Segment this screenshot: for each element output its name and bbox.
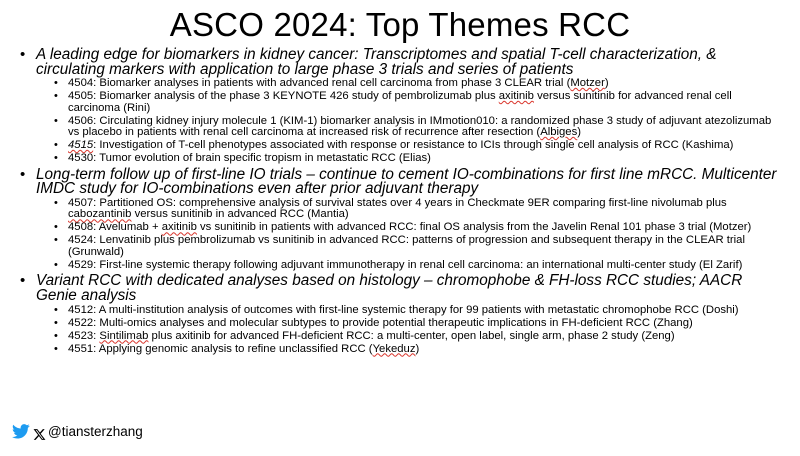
bullet: • [54, 152, 58, 165]
underlined-term: Sintilimab [99, 329, 149, 342]
underlined-term: axitinib [498, 90, 534, 103]
list-item [54, 305, 780, 317]
item-text: ) [604, 77, 609, 90]
underlined-term: 4515 [68, 139, 94, 152]
twitter-handle[interactable]: @tiansterzhang [48, 424, 143, 439]
bullet: • [20, 165, 26, 183]
slide-content [0, 48, 800, 355]
underlined-term: axitinib [161, 221, 197, 234]
list-item [54, 140, 780, 152]
bullet: • [54, 342, 58, 355]
item-list [20, 305, 780, 356]
twitter-bird-icon [12, 424, 30, 439]
bullet: • [54, 221, 58, 234]
item-text: ) [577, 126, 582, 139]
item-text: plus axitinib for advanced FH-deficient RCC: a multi-center, open label, single arm, phase 2 study (Zeng) [148, 329, 675, 342]
item-text: 4512: A multi-institution analysis of outcomes with first-line systemic therapy for 99 patients with metastatic chromophobe RCC (Doshi) [68, 303, 739, 316]
item-text: versus sunitinib in advanced RCC (Mantia) [131, 208, 349, 221]
item-text: 4524: Lenvatinib plus pembrolizumab vs sunitinib in advanced RCC: patterns of progression and subsequent therapy in the CLEAR trial (Grunwald) [68, 234, 745, 258]
section-heading-text: Variant RCC with dedicated analyses based on histology – chromophobe & FH-loss RCC studies; AACR Genie analysis [36, 272, 743, 304]
item-text: 4529: First-line systemic therapy following adjuvant immunotherapy in renal cell carcinoma: an international multi-center study (El Zarif) [68, 258, 743, 271]
list-item [54, 235, 780, 258]
item-list [20, 198, 780, 272]
list-item [54, 78, 780, 90]
bullet: • [54, 329, 58, 342]
item-text: 4504: Biomarker analyses in patients with advanced renal cell carcinoma from phase 3 CLEAR trial ( [68, 77, 571, 90]
list-item [54, 91, 780, 114]
item-text: 4522: Multi-omics analyses and molecular subtypes to provide potential therapeutic implications in FH-deficient RCC (Zhang) [68, 316, 693, 329]
underlined-term: cabozantinib [68, 208, 132, 221]
bullet: • [54, 139, 58, 152]
section-heading-text: A leading edge for biomarkers in kidney cancer: Transcriptomes and spatial T-cell characterization, & circulating markers with application to large phase 3 trials and series of patients [36, 46, 717, 78]
item-text: ) [415, 342, 420, 355]
list-item [54, 116, 780, 139]
item-text: 4551: Applying genomic analysis to refine unclassified RCC ( [68, 342, 373, 355]
list-item [54, 344, 780, 356]
list-item [54, 153, 780, 165]
page-title: ASCO 2024: Top Themes RCC [169, 6, 631, 43]
section-variant-rcc [20, 274, 780, 355]
list-item [54, 198, 780, 221]
bullet: • [54, 90, 58, 103]
bullet: • [20, 46, 26, 63]
underlined-term: Motzer [570, 77, 605, 90]
bullet: • [54, 77, 58, 90]
bullet: • [54, 114, 58, 127]
section-long-term-followup [20, 165, 780, 272]
section-heading-text: Long-term follow up of first-line IO trials – continue to cement IO-combinations for first line mRCC. Multicenter IMDC study for IO-combinations even after prior adjuvant therapy [36, 165, 777, 198]
list-item [54, 222, 780, 234]
item-list [20, 78, 780, 165]
bullet: • [54, 196, 58, 209]
list-item [54, 318, 780, 330]
x-logo-icon [33, 428, 46, 441]
item-text: 4530: Tumor evolution of brain specific tropism in metastatic RCC (Elias) [68, 152, 431, 165]
underlined-term: Yekeduz [372, 342, 416, 355]
underlined-term: Albiges [540, 126, 578, 139]
section-heading [20, 48, 780, 77]
item-text: : Investigation of T-cell phenotypes associated with response or resistance to ICIs through single cell analysis of RCC (Kashima) [93, 139, 734, 152]
item-text: 4523: [68, 329, 100, 342]
item-text: vs sunitinib in patients with advanced RCC: final OS analysis from the Javelin Renal 101 phase 3 trial (Motzer) [196, 221, 752, 234]
section-heading [20, 165, 780, 198]
bullet: • [54, 303, 58, 316]
list-item [54, 331, 780, 343]
item-text: 4506: Circulating kidney injury molecule 1 (KIM-1) biomarker analysis in IMmotion010: a randomized phase 3 study of adjuvant atezolizumab vs placebo in patients with renal cell carcinoma at increased risk of recurrence after resection ( [68, 114, 772, 139]
bullet: • [54, 258, 58, 271]
bullet: • [54, 234, 58, 247]
bullet: • [54, 316, 58, 329]
social-handle [12, 424, 143, 439]
bullet: • [20, 272, 26, 290]
item-text: 4505: Biomarker analysis of the phase 3 KEYNOTE 426 study of pembrolizumab plus [68, 90, 499, 103]
section-biomarkers [20, 48, 780, 165]
item-text: 4508: Avelumab + [68, 221, 162, 234]
item-text: 4507: Partitioned OS: comprehensive analysis of survival states over 4 years in Checkmate 9ER comparing first-line nivolumab plus [68, 196, 727, 209]
section-heading [20, 274, 780, 303]
item-text: versus sunitinib for advanced renal cell carcinoma (Rini) [68, 90, 732, 114]
list-item [54, 260, 780, 272]
